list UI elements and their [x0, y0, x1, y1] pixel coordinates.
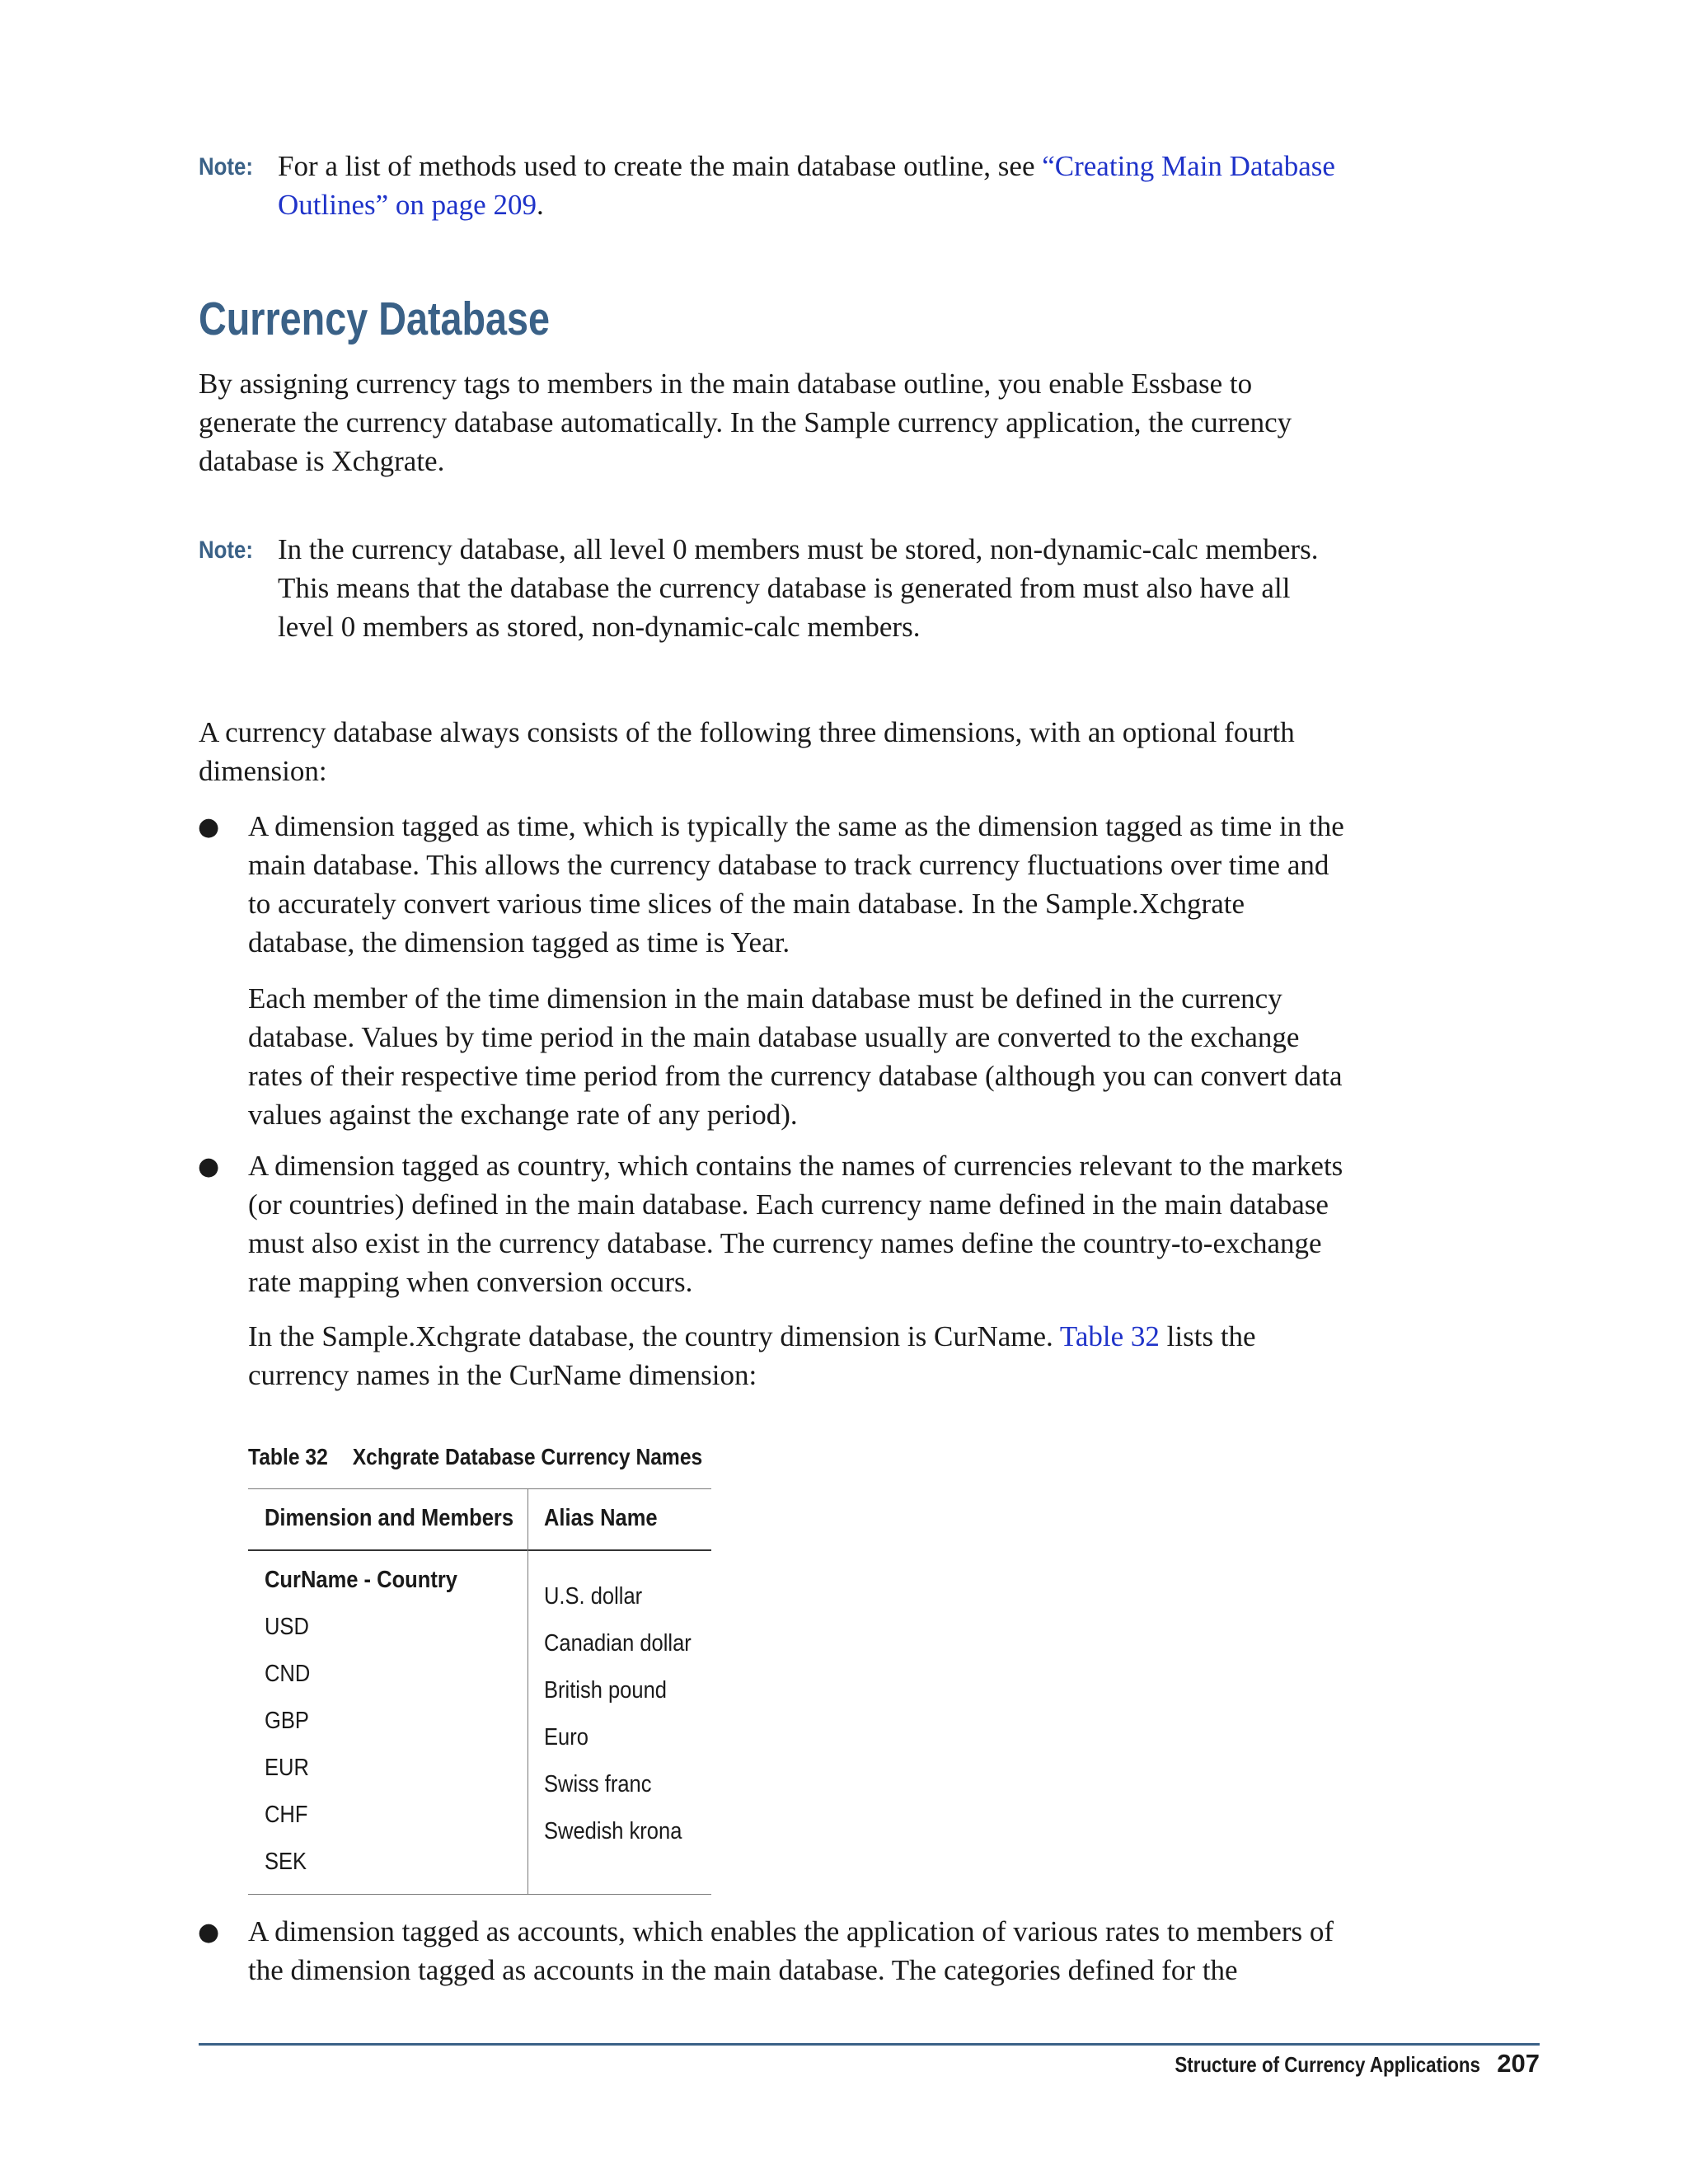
- table-caption-number: Table 32: [248, 1444, 328, 1469]
- creating-main-outlines-link[interactable]: “Creating Main Database Outlines” on page 209: [278, 150, 1335, 221]
- note-text: In the currency database, all level 0 members must be stored, non-dynamic-calc members. This means that the database the currency database is generated from must also have all level 0 members as stored, non-dynamic-calc members.: [278, 533, 1319, 643]
- dimensions-intro: A currency database always consists of the following three dimensions, with an optional fourth dimension:: [199, 716, 1295, 787]
- note-label: Note:: [199, 537, 253, 564]
- note-text-start: For a list of methods used to create the main database outline, see: [278, 150, 1043, 182]
- bullet-country-followup: [248, 1317, 1344, 1394]
- followup-text-start: In the Sample.Xchgrate database, the country dimension is CurName.: [248, 1320, 1060, 1352]
- bullet-time-text: A dimension tagged as time, which is typically the same as the dimension tagged as time in the main database. This allows the currency database to track currency fluctuations over time and to accurately convert various time slices of the main database. In the Sample.Xchgrate database, the dimension tagged as time is Year.: [248, 810, 1344, 958]
- table-cell-alias: Swedish krona: [544, 1818, 682, 1844]
- table-cell-member: USD: [265, 1614, 309, 1640]
- bullet-icon: ●: [198, 1152, 220, 1181]
- table-cell-member: CND: [265, 1661, 311, 1687]
- table-header-rule: [248, 1549, 711, 1551]
- followup-text-end: lists the currency names in the CurName dimension:: [248, 1320, 1256, 1391]
- bullet-icon: ●: [198, 1918, 220, 1947]
- note-text-end: .: [536, 189, 544, 221]
- table-cell-member: CHF: [265, 1802, 308, 1828]
- table-cell-alias: U.S. dollar: [544, 1583, 643, 1610]
- footer-rule: [199, 2043, 1540, 2046]
- table-32-link[interactable]: Table 32: [1059, 1320, 1160, 1352]
- bullet-accounts-text: A dimension tagged as accounts, which enables the application of various rates to members of the dimension tagged as accounts in the main database. The categories defined for the: [248, 1915, 1334, 1986]
- bullet-country-text: A dimension tagged as country, which contains the names of currencies relevant to the markets (or countries) defined in the main database. Each currency name defined in the main database must also exist in the currency database. The currency names define the country-to-exchange rate mapping when conversion occurs.: [248, 1150, 1343, 1298]
- table-group-label: CurName - Country: [265, 1567, 457, 1593]
- note-label: Note:: [199, 153, 253, 180]
- table-cell-member: EUR: [265, 1755, 309, 1781]
- table-header-alias: Alias Name: [544, 1505, 658, 1531]
- table-header-dimension: Dimension and Members: [265, 1505, 514, 1531]
- bullet-icon: ●: [198, 813, 220, 841]
- table-cell-member: SEK: [265, 1849, 307, 1875]
- table-caption-title: Xchgrate Database Currency Names: [352, 1444, 703, 1469]
- table-cell-alias: Swiss franc: [544, 1771, 652, 1797]
- footer-section-title: Structure of Currency Applications: [1175, 2052, 1480, 2077]
- intro-paragraph: By assigning currency tags to members in the main database outline, you enable Essbase to generate the currency database automatically. In the Sample currency application, the currency database is Xchgrate.: [199, 368, 1292, 477]
- note-text: [278, 147, 1374, 224]
- table-bottom-rule: [248, 1894, 711, 1895]
- page-number: 207: [1497, 2049, 1540, 2078]
- table-cell-alias: Canadian dollar: [544, 1630, 692, 1657]
- table-caption: [248, 1444, 702, 1470]
- bullet-time-followup: Each member of the time dimension in the main database must be defined in the currency database. Values by time period in the main database usually are converted to the exchange rates of their respective time period from the currency database (although you can convert data values against the exchange rate of any period).: [248, 982, 1343, 1131]
- section-heading: Currency Database: [199, 293, 551, 345]
- table-top-rule: [248, 1488, 711, 1489]
- table-cell-alias: Euro: [544, 1724, 588, 1750]
- table-cell-alias: British pound: [544, 1677, 667, 1704]
- table-cell-member: GBP: [265, 1708, 309, 1734]
